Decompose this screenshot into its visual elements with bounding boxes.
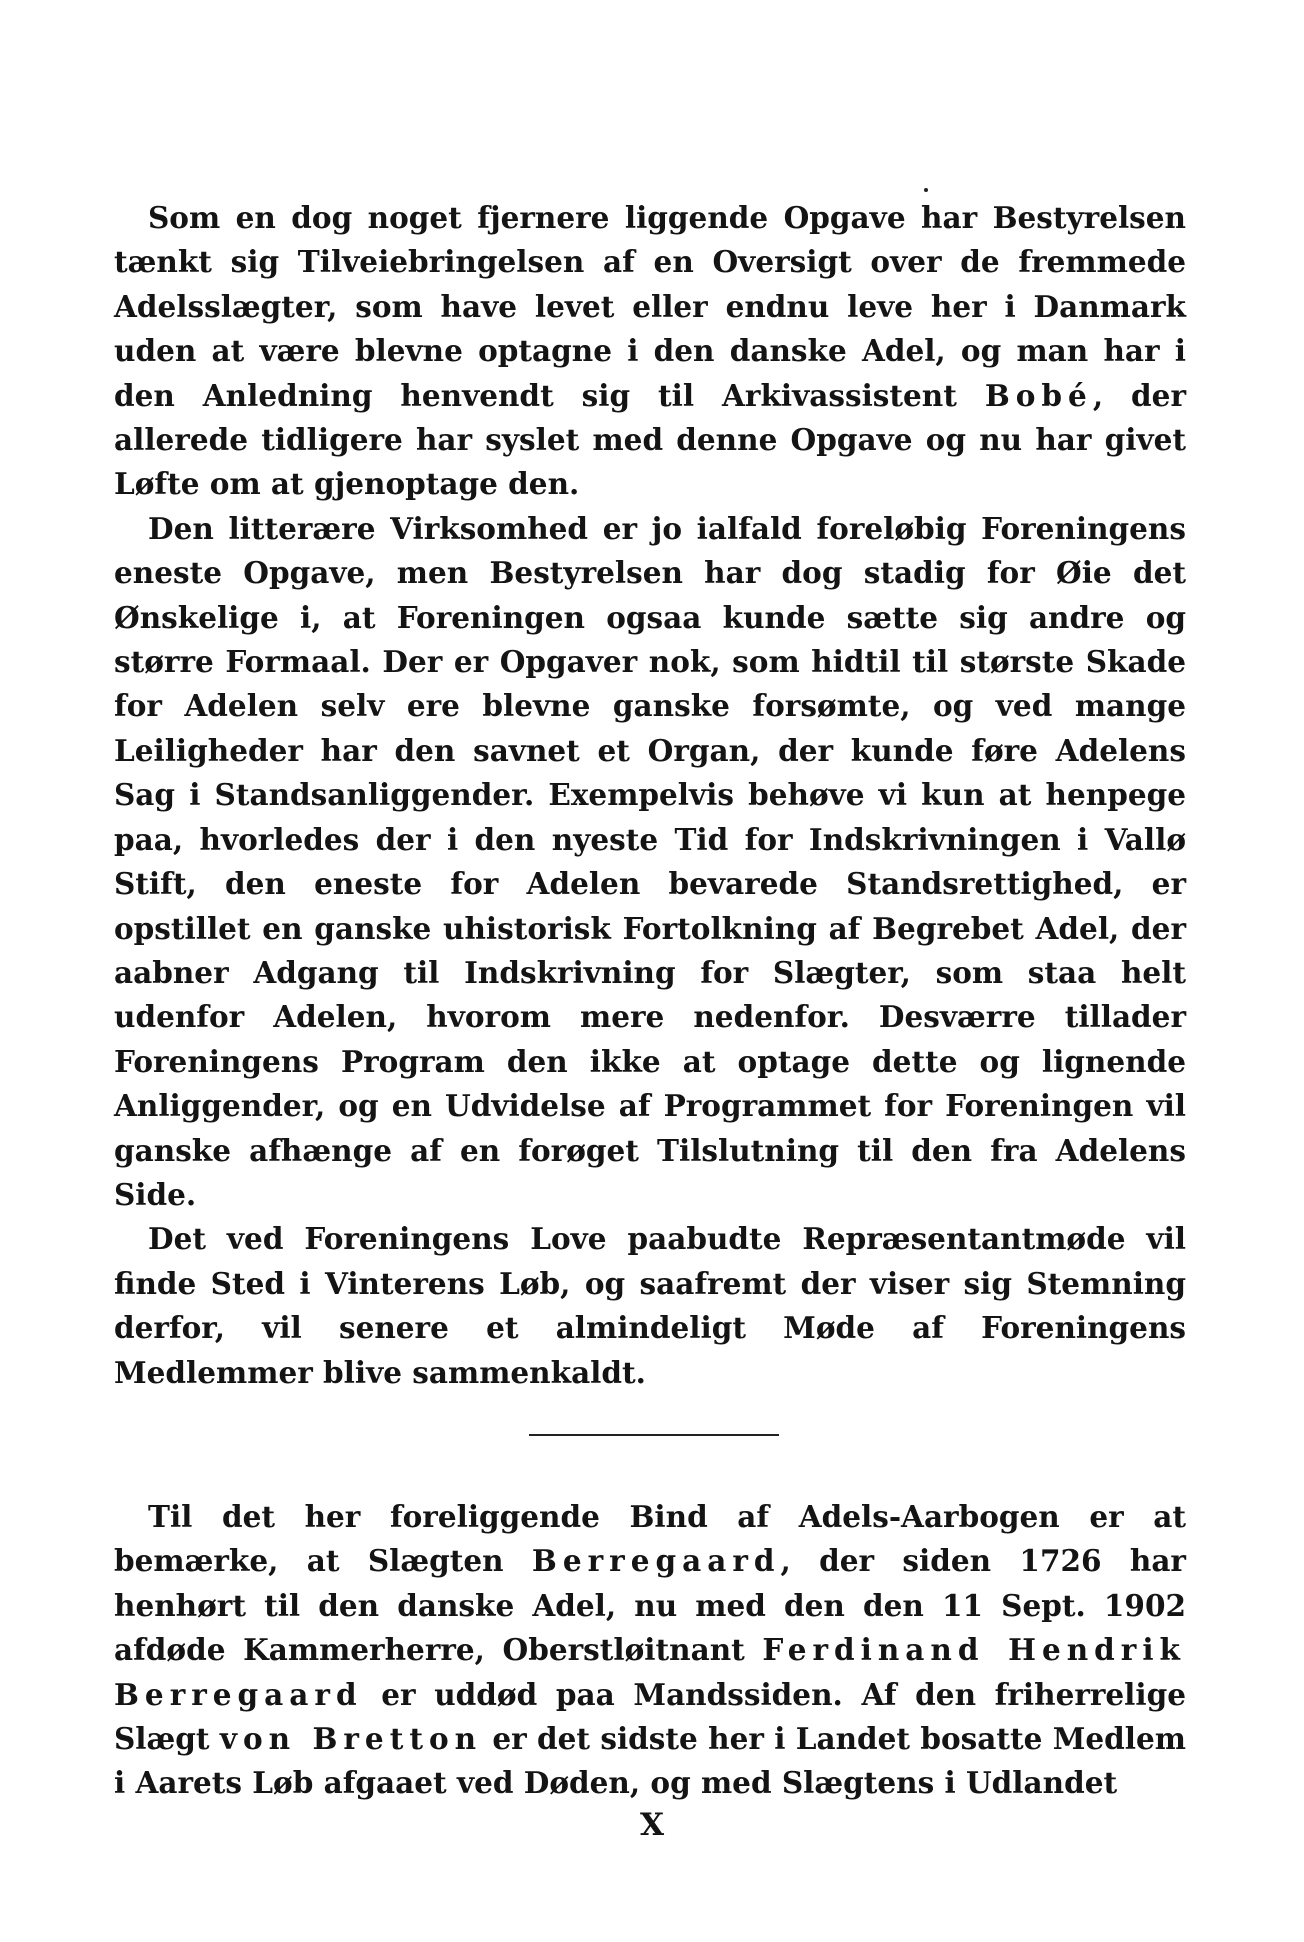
text-run: , der siden 1726 har henhørt til den danske Adel, nu med den den 11 Sept. 1902 afdøde Kammerherre, Oberstløitnant xyxy=(114,1543,1186,1668)
text-run: Til det her foreliggende Bind af Adels-Aarbogen er at bemærke, at Slægten xyxy=(114,1499,1186,1579)
paragraph xyxy=(114,507,1186,1218)
text-run: , der allerede tidligere har syslet med denne Opgave og nu har givet Løfte om at gjenoptage den. xyxy=(114,377,1186,502)
stray-dot xyxy=(924,188,928,192)
spaced-name: Bobé xyxy=(984,377,1093,413)
spaced-name: von Bretton xyxy=(219,1721,483,1757)
text-run: er uddød paa Mandssiden. Af den friherrelige Slægt xyxy=(114,1676,1186,1757)
paragraph xyxy=(114,1217,1186,1395)
section-divider xyxy=(529,1434,779,1436)
paragraph xyxy=(114,196,1186,507)
spaced-name: Ferdinand Hendrik Berregaard xyxy=(114,1632,1186,1712)
text-run: Som en dog noget fjernere liggende Opgave har Bestyrelsen tænkt sig Tilveiebringelsen af en Oversigt over de fremmede Adelsslægter, som have levet eller endnu leve her i Danmark uden at være blevne optagne i den danske Adel, og man har i den Anledning henvendt sig til Arkivassistent xyxy=(114,200,1186,413)
page-number: X xyxy=(639,1807,665,1843)
text-run: Den litterære Virksomhed er jo ialfald foreløbig Foreningens eneste Opgave, men Bestyrelsen har dog stadig for Øie det Ønskelige i, at Foreningen ogsaa kunde sætte sig andre og større Formaal. Der er Opgaver nok, som hidtil til største Skade for Adelen selv ere blevne ganske forsømte, og ved mange Leiligheder har den savnet et Organ, der kunde føre Adelens Sag i Standsanliggender. Exempelvis behøve vi kun at henpege paa, hvorledes der i den nyeste Tid for Indskrivningen i Vallø Stift, den eneste for Adelen bevarede Standsrettighed, er opstillet en ganske uhistorisk Fortolkning af Begrebet Adel, der aabner Adgang til Indskrivning for Slægter, som staa helt udenfor Adelen, hvorom mere nedenfor. Desværre tillader Foreningens Program den ikke at optage dette og lignende Anliggender, og en Udvidelse af Programmet for Foreningen vil ganske afhænge af en forøget Tilslutning til den fra Adelens Side. xyxy=(114,510,1186,1212)
continuation-text xyxy=(114,1495,1186,1806)
main-text xyxy=(114,196,1186,1395)
text-run: er det sidste her i Landet bosatte Medlem i Aarets Løb afgaaet ved Døden, og med Slægtens i Udlandet xyxy=(114,1721,1186,1801)
spaced-name: Berregaard xyxy=(531,1543,781,1579)
text-run: Det ved Foreningens Love paabudte Repræsentantmøde vil finde Sted i Vinterens Løb, og saafremt der viser sig Stemning derfor, vil senere et almindeligt Møde af Foreningens Medlemmer blive sammenkaldt. xyxy=(114,1221,1186,1390)
paragraph xyxy=(114,1495,1186,1806)
